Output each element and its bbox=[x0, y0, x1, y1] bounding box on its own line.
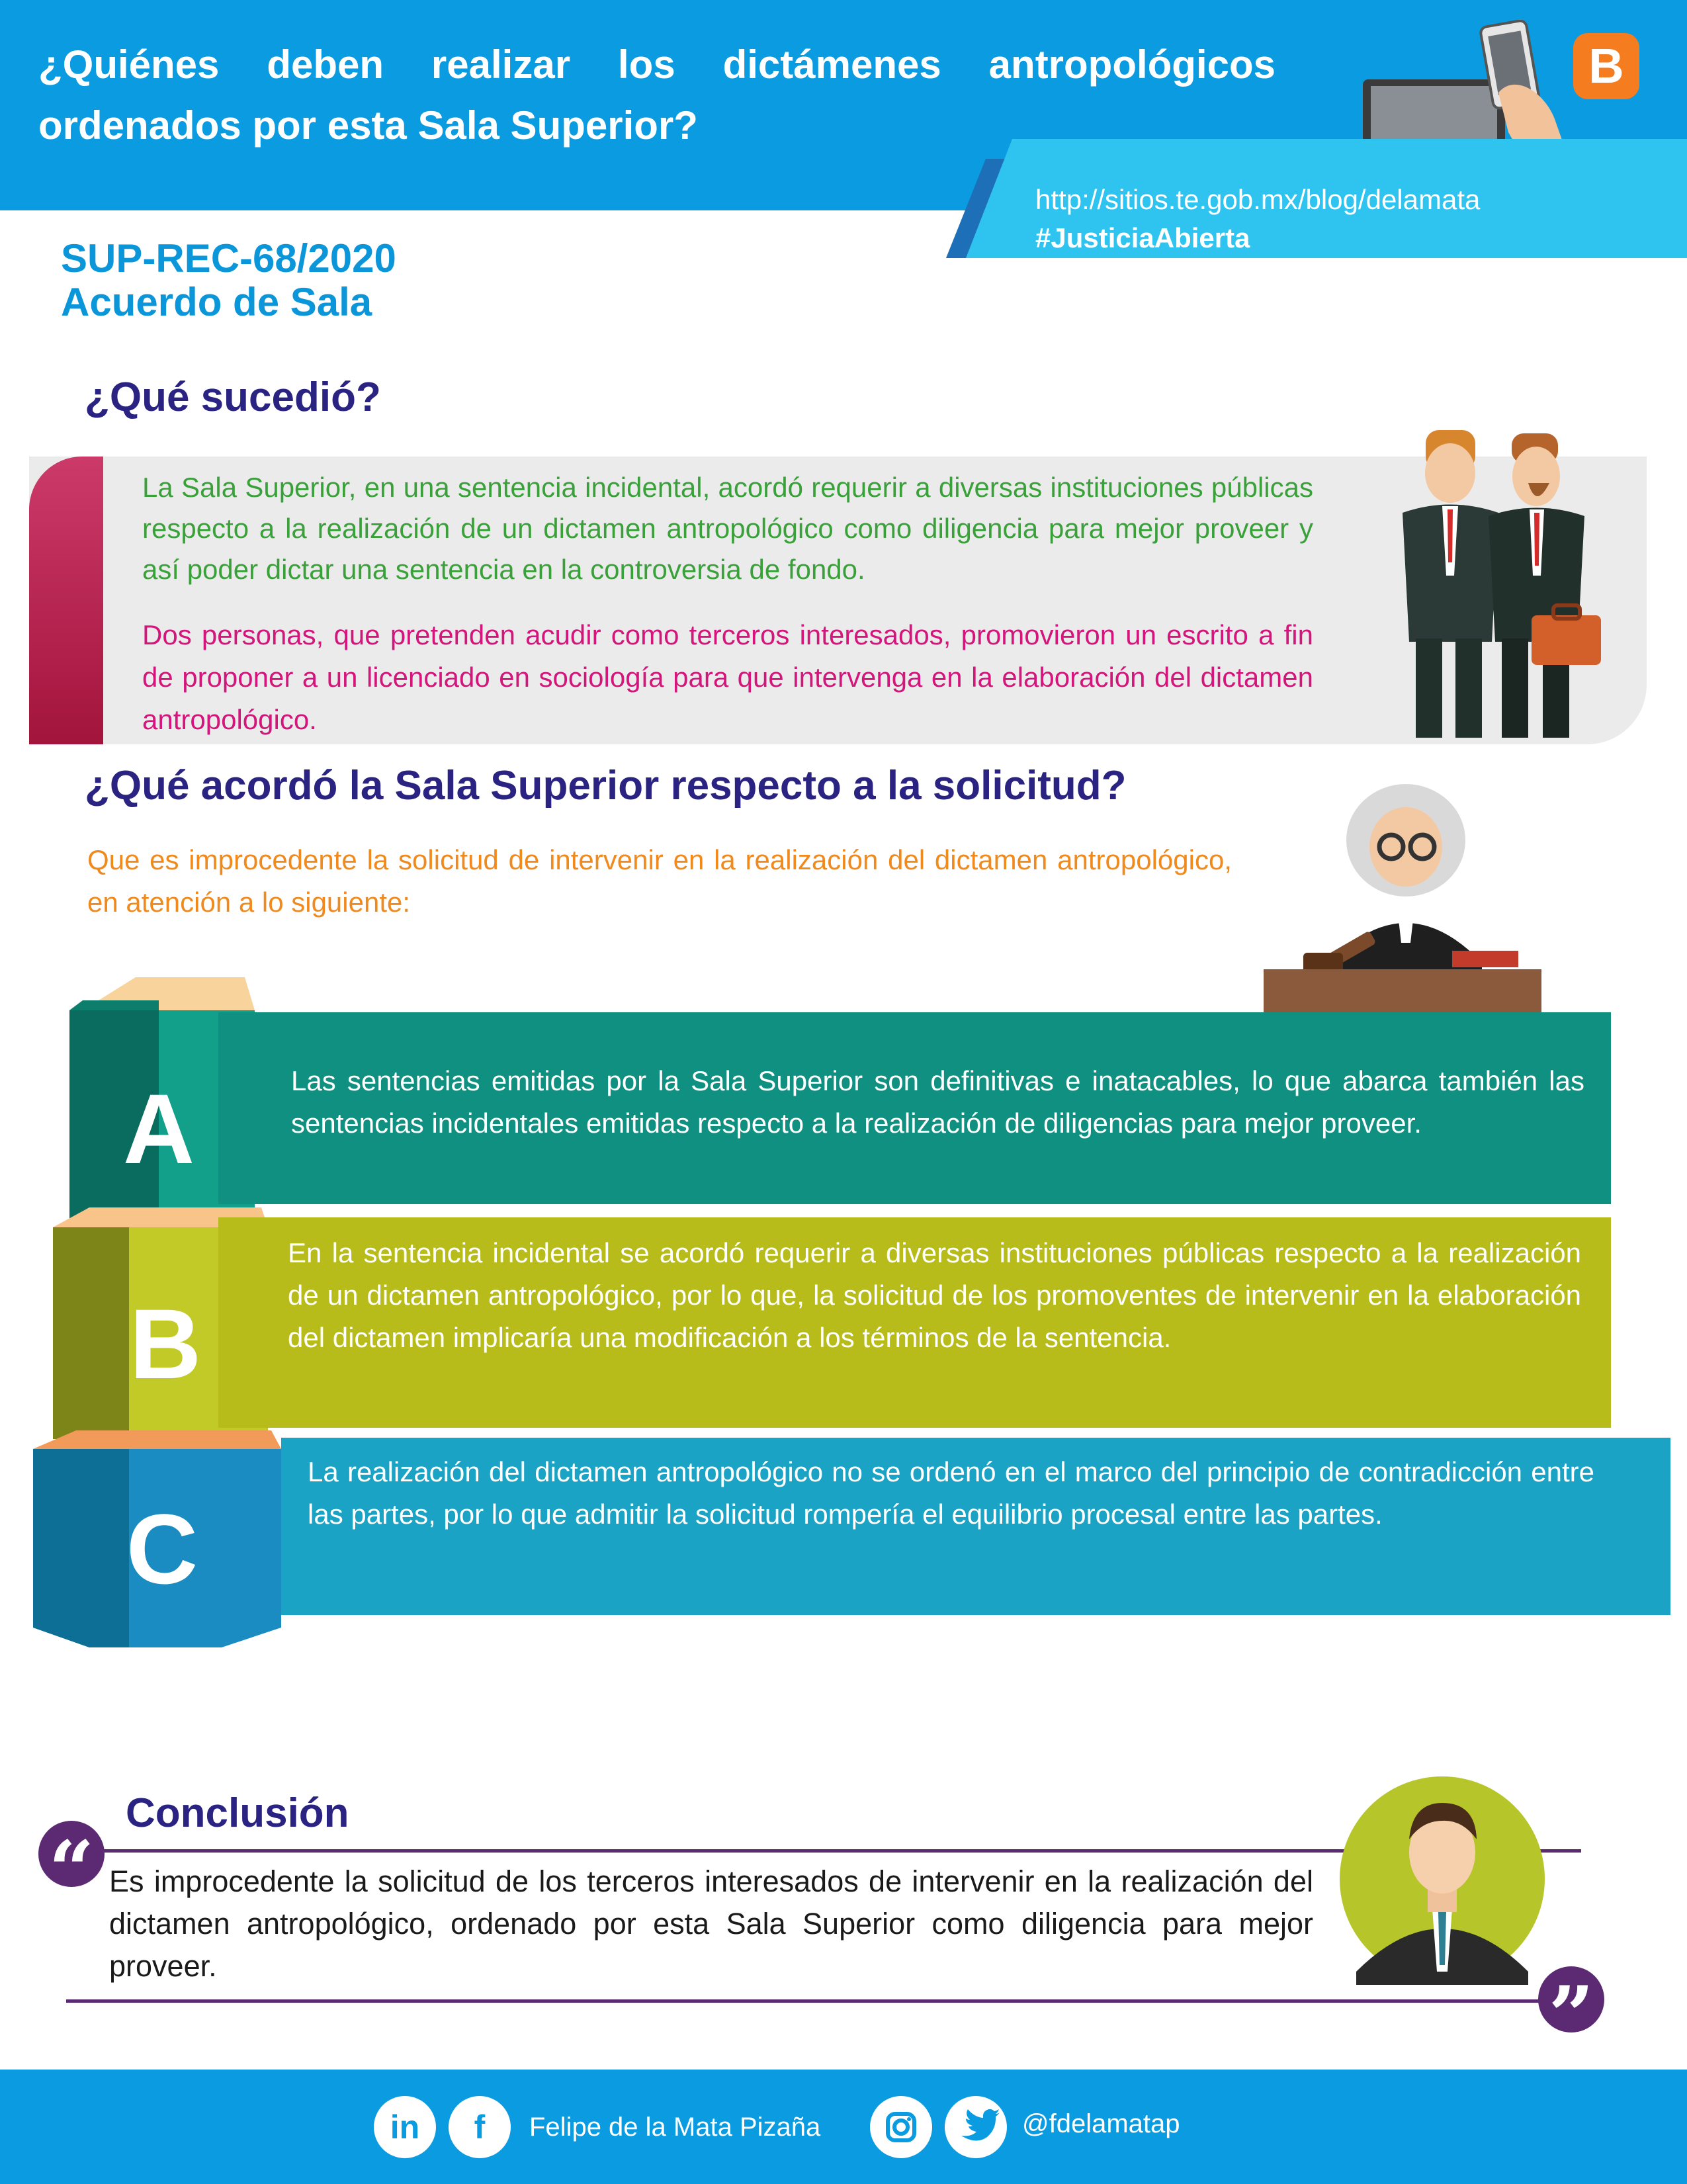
reason-letter-a: A bbox=[122, 1073, 195, 1184]
judge-illustration bbox=[1264, 784, 1548, 1012]
facebook-icon[interactable]: f bbox=[449, 2096, 511, 2158]
agreement-answer: Que es improcedente la solicitud de intervenir en la realización del dictamen antropológico, en atención a lo siguiente: bbox=[87, 844, 1232, 918]
twitter-icon[interactable] bbox=[945, 2096, 1007, 2158]
quote-open-icon: “ bbox=[38, 1821, 105, 1887]
section-heading-what-agreed: ¿Qué acordó la Sala Superior respecto a la solicitud? bbox=[85, 763, 1127, 808]
facts-paragraph-2: Dos personas, que pretenden acudir como terceros interesados, promovieron un escrito a fin de proponer a un licenciado en sociología para que intervenga en la elaboración del dictamen antropológico. bbox=[142, 619, 1313, 735]
reason-card-a bbox=[218, 1012, 1611, 1204]
case-type: Acuerdo de Sala bbox=[61, 280, 372, 324]
two-businessmen-illustration bbox=[1376, 417, 1601, 748]
facts-paragraph-1: La Sala Superior, en una sentencia incidental, acordó requerir a diversas instituciones públicas respecto a la realización de un dictamen antropológico como diligencia para mejor proveer y así poder dictar una sentencia en la controversia de fondo. bbox=[142, 472, 1313, 585]
case-number: SUP-REC-68/2020 bbox=[61, 236, 396, 281]
page-title: ¿Quiénes deben realizar los dictámenes antropológicos ordenados por esta Sala Superior? bbox=[38, 42, 1276, 148]
conclusion-text: Es improcedente la solicitud de los terceros interesados de intervenir en la realización del dictamen antropológico, ordenado por esta Sala Superior como diligencia para mejor proveer. bbox=[109, 1864, 1313, 1983]
footer-handle[interactable]: @fdelamatap bbox=[1022, 2109, 1180, 2138]
footer-bar bbox=[0, 2070, 1687, 2184]
blogger-icon[interactable]: B bbox=[1573, 33, 1639, 99]
section-heading-what-happened: ¿Qué sucedió? bbox=[85, 374, 381, 420]
lawyer-avatar-illustration bbox=[1336, 1773, 1548, 1985]
reason-letter-c: C bbox=[126, 1493, 198, 1604]
reason-letter-b: B bbox=[129, 1288, 202, 1399]
quote-close-icon: ” bbox=[1538, 1966, 1604, 2032]
blog-url-link[interactable]: http://sitios.te.gob.mx/blog/delamata bbox=[1035, 184, 1481, 215]
reason-text-a: Las sentencias emitidas por la Sala Superior son definitivas e inatacables, lo que abarca también las sentencias incidentales emitidas respecto a la realización de diligencias para mejor proveer. bbox=[291, 1065, 1584, 1139]
footer-name: Felipe de la Mata Pizaña bbox=[529, 2113, 821, 2142]
case-identifier bbox=[61, 237, 396, 324]
instagram-icon[interactable] bbox=[870, 2096, 932, 2158]
linkedin-icon[interactable]: in bbox=[374, 2096, 436, 2158]
hashtag: #JusticiaAbierta bbox=[1035, 222, 1250, 253]
facts-panel-accent bbox=[29, 457, 103, 744]
conclusion-heading: Conclusión bbox=[126, 1790, 349, 1836]
reason-card-b bbox=[218, 1217, 1611, 1428]
reason-text-c: La realización del dictamen antropológico no se ordenó en el marco del principio de contradicción entre las partes, por lo que admitir la solicitud rompería el equilibrio procesal entre las partes. bbox=[308, 1456, 1594, 1530]
reason-text-b: En la sentencia incidental se acordó requerir a diversas instituciones públicas respecto a la realización de un dictamen antropológico, por lo que, la solicitud de los promoventes de intervenir en la elaboración del dictamen implicaría una modificación a los términos de la sentencia. bbox=[288, 1237, 1581, 1353]
divider-bottom bbox=[66, 1999, 1555, 2003]
reason-card-c bbox=[281, 1438, 1670, 1615]
